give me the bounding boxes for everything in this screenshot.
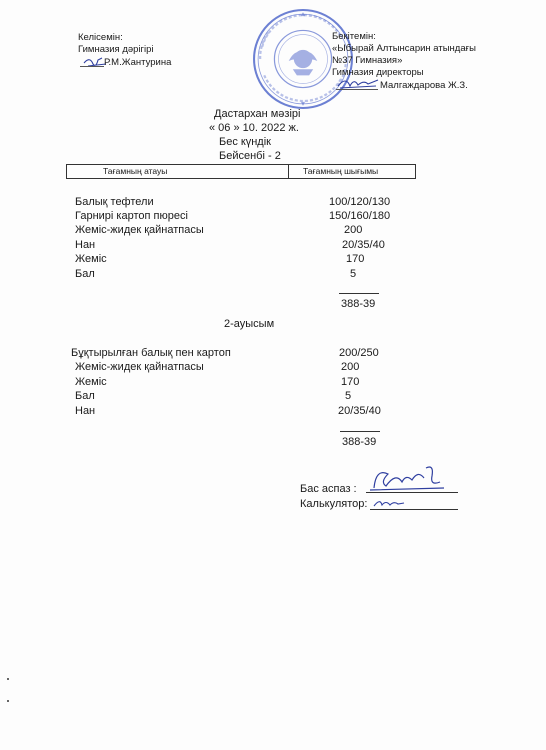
list-item-amount: 200/250 xyxy=(339,347,379,359)
agreed-role: Гимназия дәрігірі xyxy=(78,44,154,55)
menu-days: Бес күндік xyxy=(219,136,271,148)
list-item-amount: 200 xyxy=(344,224,363,236)
list-item-amount: 170 xyxy=(341,376,360,388)
list-item-name: Жеміс-жидек қайнатпасы xyxy=(75,224,204,236)
shift2-total: 388-39 xyxy=(342,436,377,448)
list-item-name: Бал xyxy=(75,268,95,280)
agreed-title: Келісемін: xyxy=(78,32,123,43)
list-item-amount: 200 xyxy=(341,361,360,373)
menu-weekday: Бейсенбі - 2 xyxy=(219,150,281,162)
scan-mark xyxy=(7,700,9,702)
list-item-amount: 5 xyxy=(345,390,352,402)
list-item-amount: 5 xyxy=(350,268,357,280)
list-item-name: Жеміс-жидек қайнатпасы xyxy=(75,361,204,373)
header-dish-name: Тағамның атауы xyxy=(103,166,168,176)
list-item-amount: 100/120/130 xyxy=(329,196,391,208)
header-divider xyxy=(288,165,289,178)
total-divider xyxy=(339,293,379,294)
table-header xyxy=(66,164,416,179)
agreed-name: Р.М.Жантурина xyxy=(104,57,172,68)
doctor-signature-line xyxy=(80,66,104,67)
total-divider xyxy=(340,431,380,432)
list-item-name: Нан xyxy=(75,239,96,251)
approved-name: Малгаждарова Ж.З. xyxy=(380,80,468,91)
list-item-amount: 150/160/180 xyxy=(329,210,391,222)
shift1-total: 388-39 xyxy=(341,298,376,310)
list-item-amount: 20/35/40 xyxy=(342,239,385,251)
list-item-name: Жеміс xyxy=(75,253,107,265)
list-item-name: Балық тефтели xyxy=(75,196,154,208)
menu-title: Дастархан мәзірі xyxy=(214,108,301,120)
cook-signature-line xyxy=(366,492,458,493)
approved-line1: «Ыбырай Алтынсарин атындағы xyxy=(332,43,476,54)
approved-title: Бекітемін: xyxy=(332,31,376,42)
calculator-label: Калькулятор: xyxy=(300,498,368,510)
list-item-amount: 20/35/40 xyxy=(338,405,381,417)
menu-date: « 06 » 10. 2022 ж. xyxy=(209,122,299,134)
calculator-signature xyxy=(372,496,406,510)
cook-label: Бас аспаз : xyxy=(300,483,357,495)
calculator-signature-line xyxy=(370,509,458,510)
list-item-name: Жеміс xyxy=(75,376,107,388)
list-item-name: Бұқтырылған балық пен картоп xyxy=(71,347,231,359)
shift2-title: 2-ауысым xyxy=(224,318,275,330)
approved-line3: Гимназия директоры xyxy=(332,67,424,78)
header-yield: Тағамның шығымы xyxy=(303,166,379,176)
director-signature-line xyxy=(336,89,378,90)
list-item-amount: 170 xyxy=(346,253,365,265)
approved-line2: №37 Гимназия» xyxy=(332,55,403,66)
list-item-name: Нан xyxy=(75,405,96,417)
list-item-name: Гарнирі картоп пюресі xyxy=(75,210,188,222)
list-item-name: Бал xyxy=(75,390,95,402)
scan-mark xyxy=(7,678,9,680)
cook-signature xyxy=(366,462,446,494)
